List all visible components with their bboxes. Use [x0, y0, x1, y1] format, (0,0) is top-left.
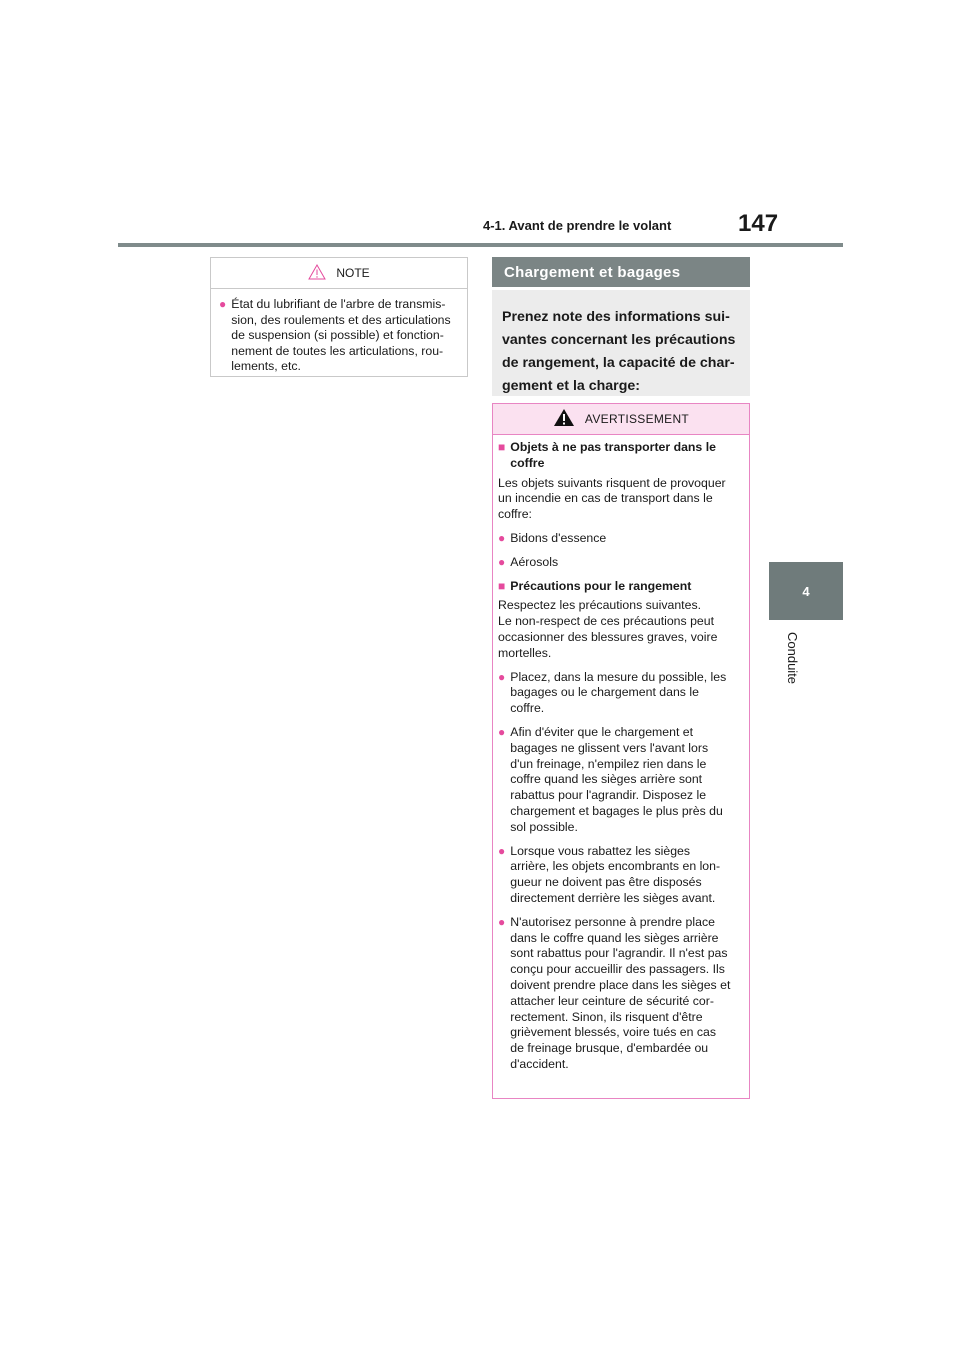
list-item-text: Afin d'éviter que le chargement et bagages ne glissent vers l'avant lors d'un freinage, n'empilez rien dans le coffre quand les sièges arrière sont rabattus pour l'agrandir. Disposez le chargement et bagages le plus près du sol possible.	[510, 724, 723, 834]
warning-heading-objects	[498, 440, 741, 472]
list-item-text: Placez, dans la mesure du possible, les bagages ou le chargement dans le coffre.	[510, 669, 727, 716]
warning-heading-storage	[498, 579, 741, 595]
header-divider	[118, 243, 843, 247]
list-item	[498, 555, 741, 571]
note-header	[211, 258, 467, 289]
section-title: Chargement et bagages	[492, 257, 750, 287]
chapter-label: Conduite	[785, 632, 800, 685]
note-item	[211, 289, 467, 375]
bullet-icon: ●	[498, 914, 506, 929]
warning-paragraph: Les objets suivants risquent de provoquer un incendie en cas de transport dans le coffre:	[498, 475, 726, 522]
warning-paragraph: Respectez les précautions suivantes. Le non-respect de ces précautions peut occasionner des blessures graves, voire mortelles.	[498, 598, 718, 660]
note-title: NOTE	[336, 266, 370, 280]
list-item-text: Bidons d'essence	[510, 530, 607, 545]
section-header: 4-1. Avant de prendre le volant	[483, 218, 672, 233]
warning-box	[492, 403, 750, 1099]
bullet-icon: ●	[498, 530, 506, 545]
note-box	[210, 257, 468, 377]
bullet-icon: ●	[219, 297, 227, 311]
chapter-tab: 4	[769, 562, 843, 620]
bullet-icon: ●	[498, 843, 506, 858]
warning-triangle-outline-icon	[308, 264, 326, 283]
warning-body	[493, 435, 749, 1073]
warning-heading-text: Précautions pour le rangement	[510, 578, 692, 593]
list-item	[498, 725, 741, 836]
warning-title: AVERTISSEMENT	[584, 412, 690, 426]
square-bullet-icon: ■	[498, 578, 506, 593]
page-number: 147	[738, 210, 779, 237]
warning-heading-text: Objets à ne pas transporter dans le coffre	[510, 440, 716, 470]
list-item-text: N'autorisez personne à prendre place dans le coffre quand les sièges arrière sont rabattus pour l'agrandir. Il n'est pas conçu pour accueillir des passagers. Ils doivent prendre place dans les sièges et attacher leur ceinture de sécurité cor- rectement. Sinon, ils risquent d'être grièvement blessés, voire tués en cas de freinage brusque, d'embardée ou d'accident.	[510, 914, 731, 1071]
bullet-icon: ●	[498, 554, 506, 569]
list-item	[498, 844, 741, 907]
square-bullet-icon: ■	[498, 440, 506, 454]
list-item-text: Lorsque vous rabattez les sièges arrière, les objets encombrants en lon- gueur ne doivent pas être disposés directement derrière les sièges avant.	[510, 843, 721, 905]
section-intro-text: Prenez note des informations sui- vantes concernant les précautions de rangement, la capacité de char- gement et la charge:	[502, 309, 736, 394]
warning-header	[493, 404, 749, 435]
list-item	[498, 915, 741, 1073]
warning-triangle-filled-icon	[553, 408, 575, 430]
list-item-text: Aérosols	[510, 554, 559, 569]
list-item	[498, 531, 741, 547]
bullet-icon: ●	[498, 669, 506, 684]
section-intro	[492, 290, 750, 396]
list-item	[498, 670, 741, 717]
note-item-text: État du lubrifiant de l'arbre de transmis- sion, des roulements et des articulations de suspension (si possible) et fonction- nement de toutes les articulations, rou- lements, etc.	[231, 297, 451, 374]
bullet-icon: ●	[498, 724, 506, 739]
